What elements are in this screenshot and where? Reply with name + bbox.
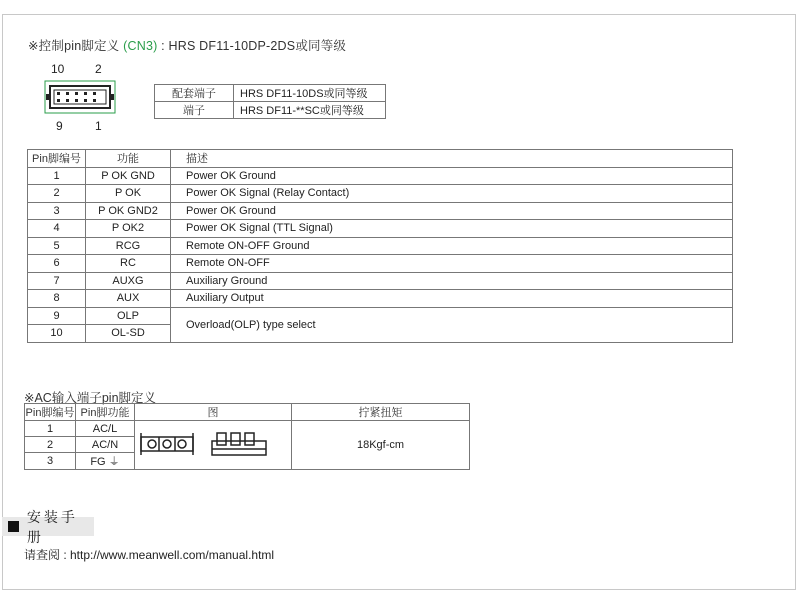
pin-no: 4 [28, 220, 86, 238]
pin-no: 6 [28, 255, 86, 273]
table-row [28, 307, 733, 325]
pin-no: 9 [28, 307, 86, 325]
header-pin-no: Pin脚编号 [28, 150, 86, 168]
ac-pin-no: 3 [25, 453, 76, 470]
mating-value: HRS DF11-10DS或同等级 [234, 85, 386, 102]
mating-parts-table [154, 84, 386, 119]
pin-description: Remote ON-OFF [171, 255, 733, 273]
terminal-figure-cell [135, 421, 292, 470]
pin-label-top-right: 2 [95, 62, 102, 76]
torque-value: 18Kgf-cm [292, 421, 470, 470]
mating-label: 端子 [155, 102, 234, 119]
pin-function: OLP [86, 307, 171, 325]
pin-label-bottom-left: 9 [56, 119, 63, 133]
pin-description: Power OK Signal (TTL Signal) [171, 220, 733, 238]
pin-description: Power OK Signal (Relay Contact) [171, 185, 733, 203]
cn3-title-prefix: ※控制pin脚定义 [28, 39, 124, 53]
ac-input-table [24, 403, 470, 470]
pin-function: OL-SD [86, 325, 171, 343]
mating-value: HRS DF11-**SC或同等级 [234, 102, 386, 119]
ac-section-title: ※AC输入端子pin脚定义 [24, 391, 157, 405]
table-header-row [28, 150, 733, 168]
cn3-section-title [28, 36, 346, 54]
pin-function: AUXG [86, 272, 171, 290]
pin-description: Auxiliary Ground [171, 272, 733, 290]
pin-description: Auxiliary Output [171, 290, 733, 308]
cn3-title-suffix: : HRS DF11-10DP-2DS或同等级 [157, 39, 347, 53]
pin-no: 1 [28, 167, 86, 185]
pin-no: 5 [28, 237, 86, 255]
cn3-title-accent: (CN3) [123, 39, 158, 53]
table-row [28, 272, 733, 290]
mating-label: 配套端子 [155, 85, 234, 102]
connector-diagram [44, 80, 116, 114]
table-row [25, 421, 470, 437]
table-header-row [25, 404, 470, 421]
ac-pin-no: 2 [25, 437, 76, 453]
pin-function: P OK2 [86, 220, 171, 238]
ac-pin-function: FG ⏚ [76, 453, 135, 470]
table-row [28, 185, 733, 203]
pin-label-bottom-right: 1 [95, 119, 102, 133]
pin-description: Power OK Ground [171, 202, 733, 220]
table-row [28, 220, 733, 238]
ac-pin-function: AC/N [76, 437, 135, 453]
pin-description: Remote ON-OFF Ground [171, 237, 733, 255]
table-row [28, 255, 733, 273]
pin-no: 3 [28, 202, 86, 220]
pin-description-merged: Overload(OLP) type select [171, 307, 733, 342]
pin-no: 7 [28, 272, 86, 290]
table-row [155, 85, 386, 102]
table-row [28, 237, 733, 255]
pin-definition-table [27, 149, 733, 343]
pin-no: 8 [28, 290, 86, 308]
header-figure: 图 [135, 404, 292, 421]
pin-description: Power OK Ground [171, 167, 733, 185]
table-row [28, 167, 733, 185]
ac-pin-no: 1 [25, 421, 76, 437]
table-row [155, 102, 386, 119]
ac-pin-function: AC/L [76, 421, 135, 437]
pin-function: P OK GND [86, 167, 171, 185]
install-heading-text: 安装手册 [26, 508, 78, 545]
header-description: 描述 [171, 150, 733, 168]
manual-link-text[interactable]: 请查阅 : http://www.meanwell.com/manual.html [24, 548, 275, 562]
terminal-block-icon [138, 427, 288, 461]
pin-function: RCG [86, 237, 171, 255]
header-function: 功能 [86, 150, 171, 168]
pin-function: P OK GND2 [86, 202, 171, 220]
pin-function: P OK [86, 185, 171, 203]
pin-label-top-left: 10 [51, 62, 65, 76]
square-bullet-icon [8, 521, 19, 532]
table-row [28, 290, 733, 308]
header-pin-function: Pin脚功能 [76, 404, 135, 421]
pin-function: AUX [86, 290, 171, 308]
header-pin-no: Pin脚编号 [25, 404, 76, 421]
header-torque: 拧紧扭矩 [292, 404, 470, 421]
pin-function: RC [86, 255, 171, 273]
pin-no: 10 [28, 325, 86, 343]
table-row [28, 202, 733, 220]
install-manual-heading [2, 508, 94, 545]
pin-no: 2 [28, 185, 86, 203]
